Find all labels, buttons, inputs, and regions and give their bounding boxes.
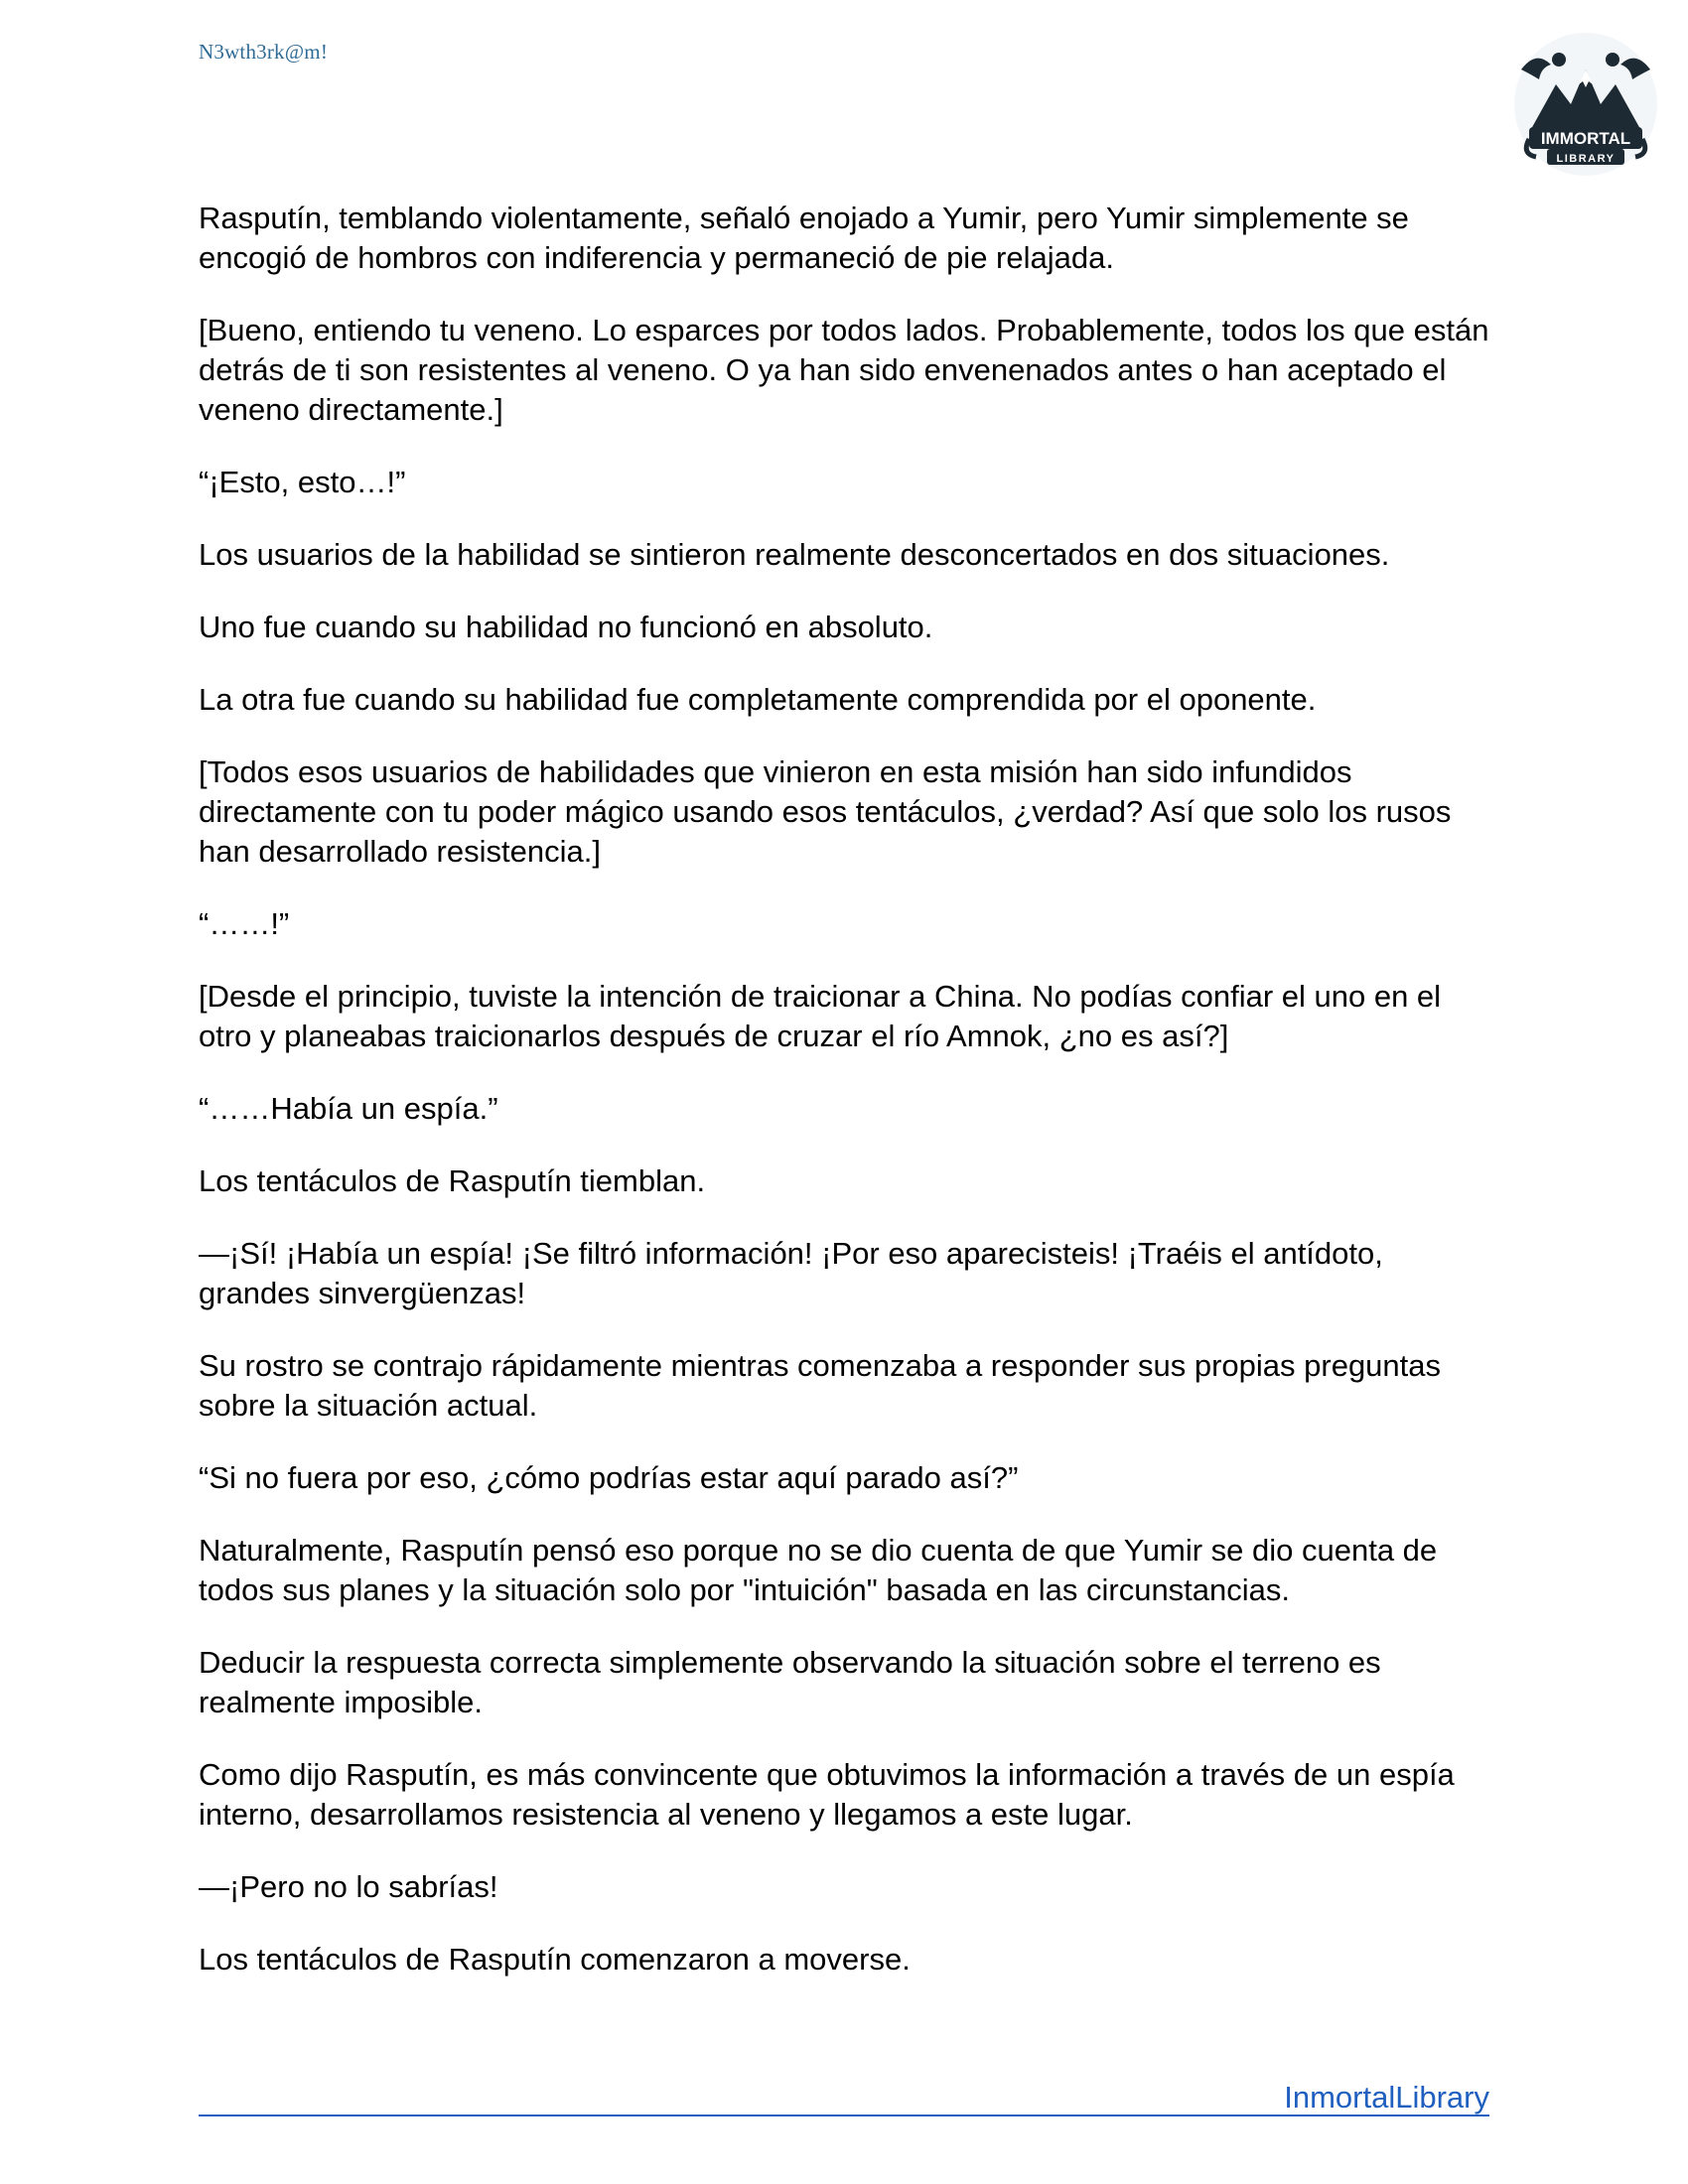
- paragraph: “……Había un espía.”: [199, 1091, 498, 1126]
- logo-text-line2: LIBRARY: [1556, 153, 1616, 165]
- paragraph: Naturalmente, Rasputín pensó eso porque no se dio cuenta de que Yumir se dio cuenta de todos sus planes y la situación solo por "intuición" basada en las circunstancias.: [199, 1533, 1438, 1607]
- paragraph: [Todos esos usuarios de habilidades que vinieron en esta misión han sido infundidos directamente con tu poder mágico usando esos tentáculos, ¿verdad? Así que solo los rusos han desarrollado resistencia.]: [199, 754, 1452, 869]
- paragraph: Su rostro se contrajo rápidamente mientras comenzaba a responder sus propias preguntas sobre la situación actual.: [199, 1348, 1442, 1423]
- paragraph: “¡Esto, esto…!”: [199, 465, 406, 499]
- footer-link-inmortal-library[interactable]: InmortalLibrary: [1284, 2080, 1489, 2115]
- paragraph: —¡Pero no lo sabrías!: [199, 1869, 498, 1904]
- footer-divider: [199, 2115, 1489, 2116]
- paragraph: “Si no fuera por eso, ¿cómo podrías estar aquí parado así?”: [199, 1460, 1019, 1495]
- paragraph: [Desde el principio, tuviste la intención de traicionar a China. No podías confiar el uno en el otro y planeabas traicionarlos después de cruzar el río Amnok, ¿no es así?]: [199, 979, 1442, 1053]
- paragraph: Como dijo Rasputín, es más convincente que obtuvimos la información a través de un espía interno, desarrollamos resistencia al veneno y llegamos a este lugar.: [199, 1757, 1455, 1832]
- paragraph: [Bueno, entiendo tu veneno. Lo esparces por todos lados. Probablemente, todos los que están detrás de ti son resistentes al veneno. O ya han sido envenenados antes o han aceptado el veneno directamente.]: [199, 313, 1489, 427]
- paragraph: La otra fue cuando su habilidad fue completamente comprendida por el oponente.: [199, 682, 1317, 717]
- paragraph: Deducir la respuesta correcta simplemente observando la situación sobre el terreno es realmente imposible.: [199, 1645, 1381, 1719]
- document-body: [199, 199, 1489, 2012]
- paragraph: —¡Sí! ¡Había un espía! ¡Se filtró información! ¡Por eso aparecisteis! ¡Traéis el antídoto, grandes sinvergüenzas!: [199, 1236, 1383, 1310]
- header-tag: N3wth3rk@m!: [199, 40, 329, 64]
- immortal-library-logo-icon: [1511, 30, 1660, 179]
- logo-text-line1: IMMORTAL: [1540, 129, 1631, 148]
- paragraph: Los tentáculos de Rasputín tiemblan.: [199, 1163, 706, 1198]
- paragraph: Uno fue cuando su habilidad no funcionó en absoluto.: [199, 610, 933, 644]
- paragraph: Rasputín, temblando violentamente, señaló enojado a Yumir, pero Yumir simplemente se encogió de hombros con indiferencia y permaneció de pie relajada.: [199, 201, 1409, 275]
- paragraph: Los usuarios de la habilidad se sintieron realmente desconcertados en dos situaciones.: [199, 537, 1390, 572]
- paragraph: “……!”: [199, 906, 290, 941]
- paragraph: Los tentáculos de Rasputín comenzaron a moverse.: [199, 1942, 911, 1977]
